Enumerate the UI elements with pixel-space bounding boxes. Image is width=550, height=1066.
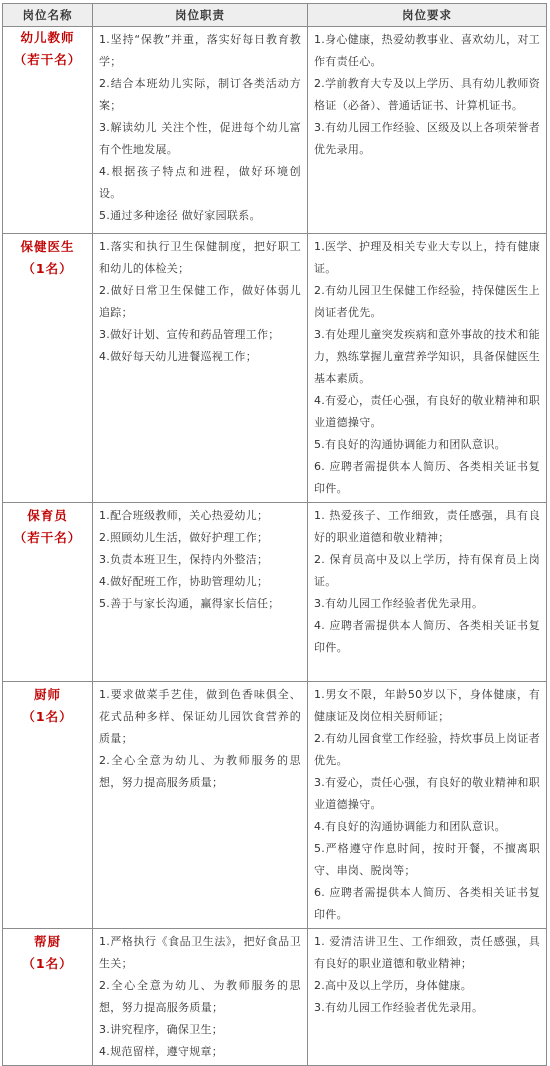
requirement-item: 2. 保育员高中及以上学历，持有保育员上岗证。 (314, 553, 540, 588)
requirements-cell (308, 929, 547, 1066)
duty-item: 1.坚持“保教”并重，落实好每日教育教学； (99, 33, 301, 68)
requirement-item: 3.有幼儿园工作经验者优先录用。 (314, 597, 484, 610)
duties-cell (93, 234, 308, 503)
requirement-item: 4. 应聘者需提供本人简历、各类相关证书复印件。 (314, 619, 540, 654)
requirement-item: 3.有幼儿园工作经验者优先录用。 (314, 1001, 484, 1014)
duties-list (93, 234, 307, 370)
position-name-cell (3, 27, 93, 234)
requirement-item: 3.有爱心，责任心强，有良好的敬业精神和职业道德操守。 (314, 776, 540, 811)
requirements-list (308, 929, 546, 1021)
requirement-item: 1. 热爱孩子、工作细致，责任感强，具有良好的职业道德和敬业精神； (314, 509, 540, 544)
requirement-item: 1.男女不限，年龄50岁以下，身体健康，有健康证及岗位相关厨师证； (314, 688, 540, 723)
position-title: 厨师 (33, 687, 61, 702)
duty-item: 1.配合班级教师，关心热爱幼儿； (99, 509, 269, 522)
position-count: （1名） (22, 956, 73, 971)
requirement-item: 2.有幼儿园食堂工作经验，持炊事员上岗证者优先。 (314, 732, 540, 767)
position-name-cell (3, 682, 93, 929)
requirements-cell (308, 503, 547, 682)
position-count: （若干名） (13, 52, 82, 67)
requirement-item: 2.高中及以上学历，身体健康。 (314, 979, 472, 992)
requirement-item: 2.学前教育大专及以上学历、具有幼儿教师资格证（必备）、普通话证书、计算机证书。 (314, 77, 540, 112)
header-position-duty: 岗位职责 (93, 4, 308, 27)
position-count: （1名） (22, 261, 73, 276)
requirement-item: 4.有良好的沟通协调能力和团队意识。 (314, 820, 506, 833)
duty-item: 1.严格执行《食品卫生法》，把好食品卫生关； (99, 935, 301, 970)
duties-list (93, 27, 307, 229)
duty-item: 3.做好计划、宣传和药品管理工作； (99, 328, 280, 341)
duty-item: 1.要求做菜手艺佳，做到色香味俱全、花式品种多样、保证幼儿园饮食营养的质量； (99, 688, 301, 745)
requirements-list (308, 27, 546, 163)
duty-item: 4.做好配班工作，协助管理幼儿； (99, 575, 269, 588)
requirement-item: 5.严格遵守作息时间，按时开餐，不擅离职守、串岗、脱岗等； (314, 842, 540, 877)
position-name-cell (3, 503, 93, 682)
requirement-item: 6. 应聘者需提供本人简历、各类相关证书复印件。 (314, 460, 540, 495)
duty-item: 2.结合本班幼儿实际，制订各类活动方案； (99, 77, 301, 112)
requirements-list (308, 234, 546, 502)
position-title: 保健医生 (20, 239, 75, 254)
duties-cell (93, 503, 308, 682)
position-title: 幼儿教师 (20, 30, 75, 45)
requirement-item: 1.医学、护理及相关专业大专以上，持有健康证。 (314, 240, 540, 275)
duties-cell (93, 682, 308, 929)
position-name-cell (3, 929, 93, 1066)
position-title: 帮厨 (33, 934, 61, 949)
duty-item: 5.善于与家长沟通，赢得家长信任； (99, 597, 280, 610)
header-row (3, 4, 547, 27)
header-position-requirement: 岗位要求 (308, 4, 547, 27)
position-row-nursery-worker (3, 503, 547, 682)
duty-item: 2.全心全意为幼儿、为教师服务的思想，努力提高服务质量； (99, 754, 301, 789)
requirements-list (308, 682, 546, 928)
recruitment-table (2, 3, 547, 1066)
position-row-kitchen-helper (3, 929, 547, 1066)
duties-list (93, 929, 307, 1065)
requirement-item: 1.身心健康，热爱幼教事业、喜欢幼儿，对工作有责任心。 (314, 33, 540, 68)
duty-item: 4.做好每天幼儿进餐巡视工作； (99, 350, 257, 363)
requirement-item: 2.有幼儿园卫生保健工作经验，持保健医生上岗证者优先。 (314, 284, 540, 319)
requirements-cell (308, 27, 547, 234)
position-row-teacher (3, 27, 547, 234)
position-count: （若干名） (13, 530, 82, 545)
requirement-item: 3.有幼儿园工作经验、区级及以上各项荣誉者优先录用。 (314, 121, 540, 156)
duty-item: 4.规范留样，遵守规章； (99, 1045, 224, 1058)
duty-item: 2.全心全意为幼儿、为教师服务的思想，努力提高服务质量； (99, 979, 301, 1014)
duties-cell (93, 929, 308, 1066)
duties-cell (93, 27, 308, 234)
requirements-cell (308, 234, 547, 503)
requirement-item: 5.有良好的沟通协调能力和团队意识。 (314, 438, 506, 451)
position-title: 保育员 (27, 508, 68, 523)
requirement-item: 4.有爱心，责任心强，有良好的敬业精神和职业道德操守。 (314, 394, 540, 429)
duty-item: 3.讲究程序，确保卫生； (99, 1023, 224, 1036)
requirements-list (308, 503, 546, 661)
duty-item: 2.做好日常卫生保健工作，做好体弱儿追踪； (99, 284, 301, 319)
position-row-chef (3, 682, 547, 929)
duty-item: 5.通过多种途径 做好家园联系。 (99, 209, 261, 222)
duty-item: 2.照顾幼儿生活，做好护理工作； (99, 531, 269, 544)
requirement-item: 3.有处理儿童突发疾病和意外事故的技术和能力，熟练掌握儿童营养学知识，具备保健医生基本素质。 (314, 328, 540, 385)
duty-item: 4.根据孩子特点和进程，做好环境创设。 (99, 165, 301, 200)
duties-list (93, 503, 307, 617)
duty-item: 1.落实和执行卫生保健制度，把好职工和幼儿的体检关； (99, 240, 301, 275)
position-name-cell (3, 234, 93, 503)
duty-item: 3.负责本班卫生，保持内外整洁； (99, 553, 269, 566)
position-count: （1名） (22, 709, 73, 724)
position-row-health-doctor (3, 234, 547, 503)
duty-item: 3.解读幼儿 关注个性，促进每个幼儿富有个性地发展。 (99, 121, 301, 156)
duties-list (93, 682, 307, 796)
header-position-name: 岗位名称 (3, 4, 93, 27)
requirement-item: 1. 爱清洁讲卫生、工作细致，责任感强，具有良好的职业道德和敬业精神； (314, 935, 540, 970)
requirement-item: 6. 应聘者需提供本人简历、各类相关证书复印件。 (314, 886, 540, 921)
requirements-cell (308, 682, 547, 929)
